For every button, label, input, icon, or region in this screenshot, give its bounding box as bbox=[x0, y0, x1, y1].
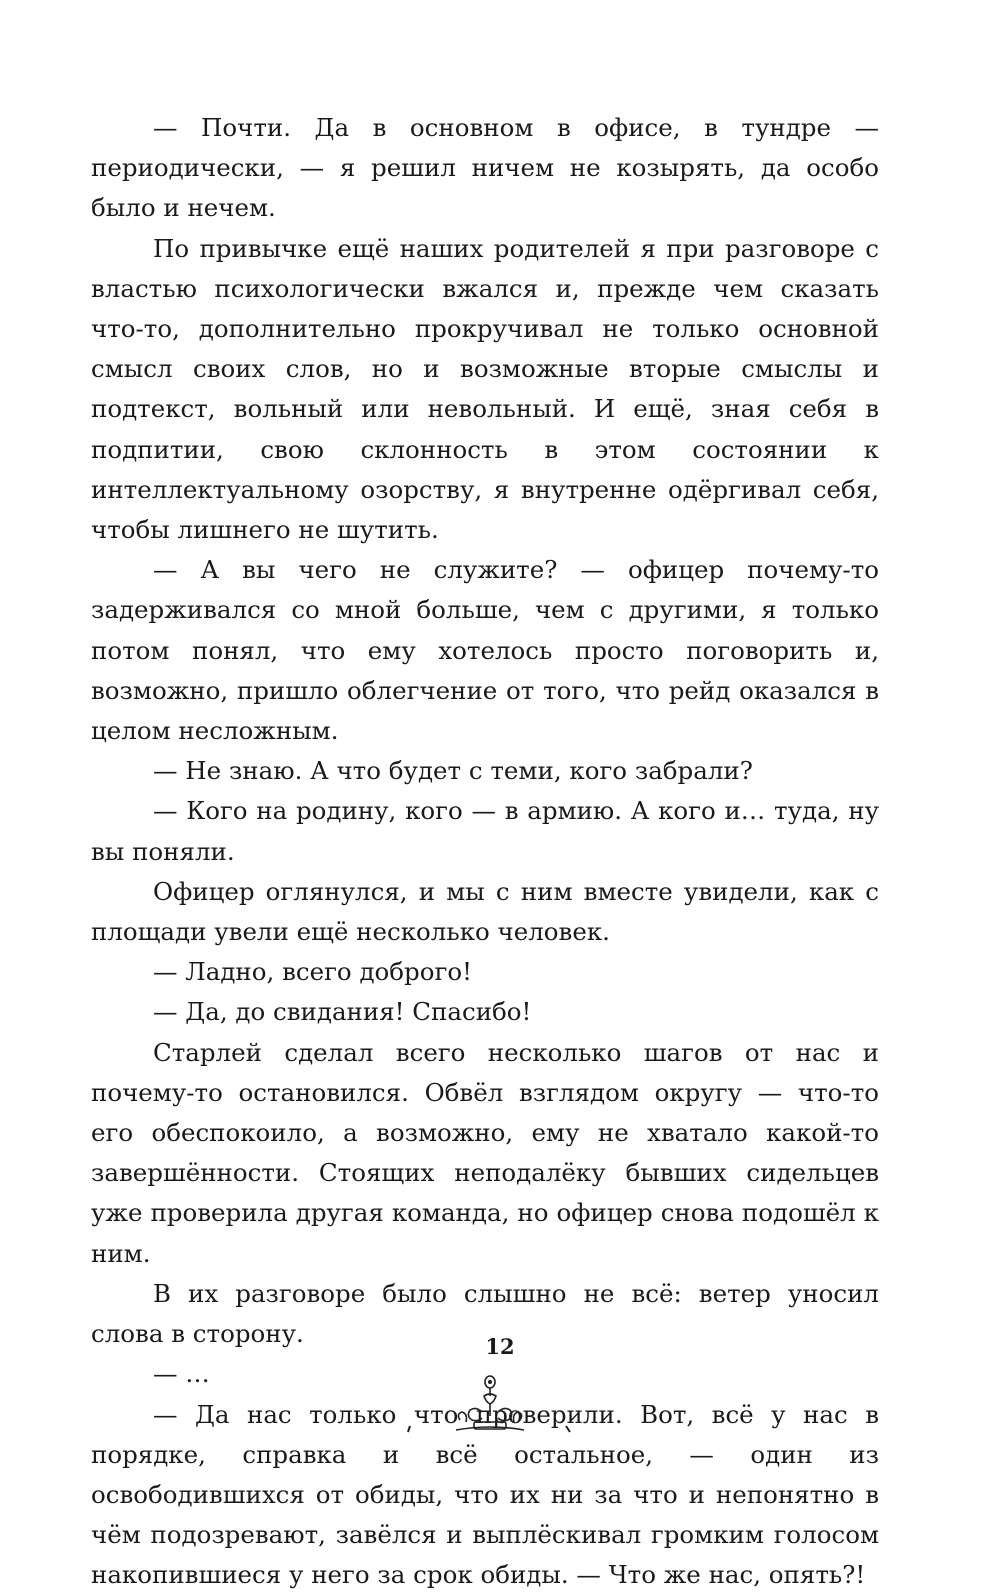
publisher-emblem-icon bbox=[400, 1372, 580, 1442]
paragraph: — Не знаю. А что будет с теми, кого забрали? bbox=[153, 756, 753, 786]
paragraph: — … bbox=[153, 1359, 210, 1389]
paragraph: — Ладно, всего доброго! bbox=[153, 957, 472, 987]
paragraph: Офицер оглянулся, и мы с ним вместе увидели, как с площади увели ещё несколько человек. bbox=[91, 876, 879, 947]
paragraph: — Почти. Да в основном в офисе, в тундре — периодически, — я решил ничем не козырять, да особо было и нечем. bbox=[91, 113, 879, 223]
page-number: 12 bbox=[485, 1334, 515, 1359]
paragraph: — Кого на родину, кого — в армию. А кого и… туда, ну вы поняли. bbox=[91, 796, 879, 866]
paragraph: — А вы чего не служите? — офицер почему-то задерживался со мной больше, чем с другими, я только потом понял, что ему хотелось просто поговорить и, возможно, пришло облегчение от того, что рейд оказался в целом несложным. bbox=[91, 555, 879, 746]
paragraph: По привычке ещё наших родителей я при разговоре с властью психологически вжался и, прежде чем сказать что-то, дополнительно прокручивал не только основной смысл своих слов, но и возможные вторые смыслы и подтекст, вольный или невольный. И ещё, зная себя в подпитии, свою склонность в этом состоянии к интеллектуальному озорству, я внутренне одёргивал себя, чтобы лишнего не шутить. bbox=[91, 233, 879, 545]
paragraph: — Да, до свидания! Спасибо! bbox=[153, 997, 532, 1027]
paragraph: В их разговоре было слышно не всё: ветер уносил слова в сторону. bbox=[91, 1278, 879, 1349]
paragraph: Старлей сделал всего несколько шагов от нас и почему-то остановился. Обвёл взглядом округу — что-то его обеспокоило, а возможно, ему не хватало какой-то завершённости. Стоящих неподалёку бывших сидельцев уже проверила другая команда, но офицер снова подошёл к ним. bbox=[91, 1037, 879, 1268]
paragraph: — Да нас только что проверили. Вот, всё у нас в порядке, справка и всё остальное, — один из освободившихся от обиды, что их ни за что и непонятно в чём подозревают, завёлся и выплёскивал громким голосом накопившиеся у него за срок обиды. — Что же нас, опять?! bbox=[91, 1399, 879, 1590]
